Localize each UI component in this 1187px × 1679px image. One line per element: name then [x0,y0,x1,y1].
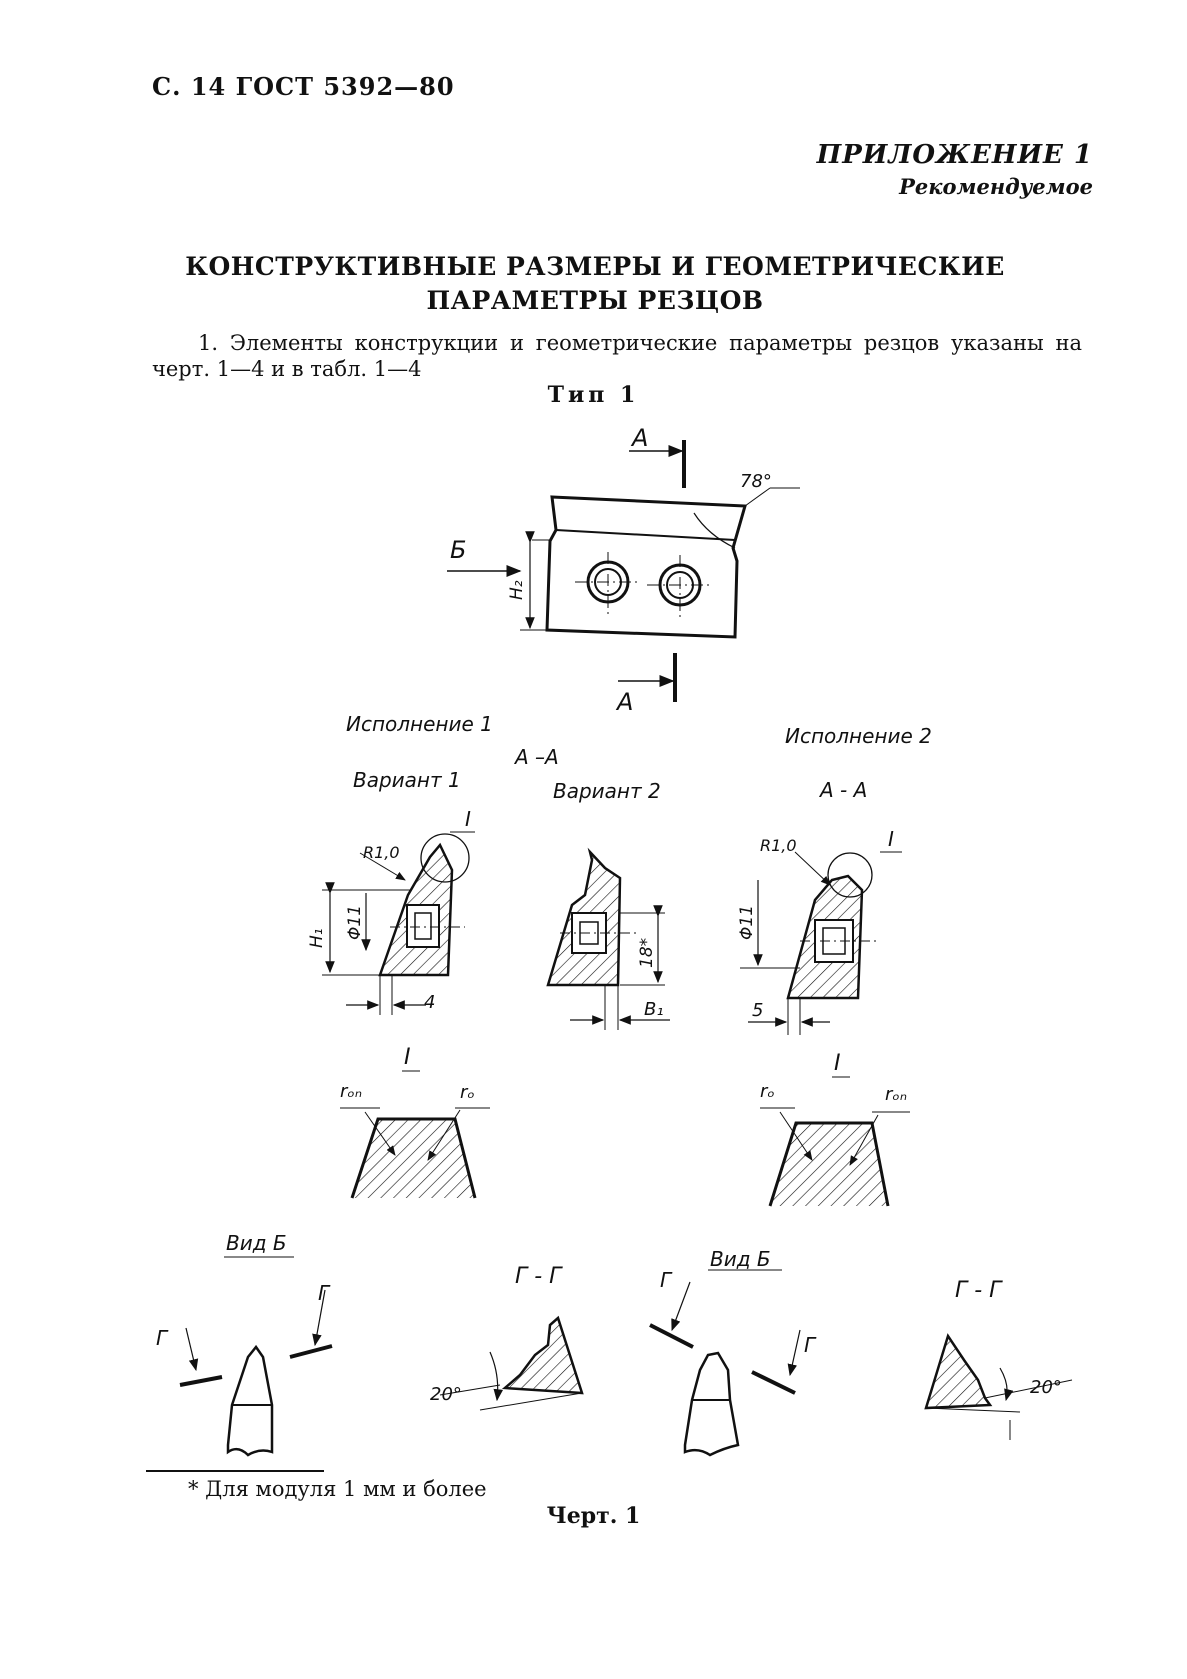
label-dim-4: 4 [424,992,436,1013]
label-a-bottom: А [617,688,634,716]
label-execution-2: Исполнение 2 [785,724,932,748]
label-r10-1: R1,0 [363,843,400,862]
label-r10-2: R1,0 [760,836,797,855]
label-detail-title-1: I [404,1045,411,1070]
label-dim-5: 5 [752,1000,764,1021]
label-phi11-1: Φ11 [345,904,365,940]
label-angle-78: 78° [740,471,772,492]
label-b1: B₁ [644,999,664,1020]
label-r-on-1: rₒₙ [340,1081,363,1102]
section-execution-2 [740,852,902,1035]
label-h2: H₂ [507,580,527,600]
label-h1: H₁ [307,928,327,948]
type-label: Тип 1 [547,382,640,408]
label-a-top: А [632,424,649,452]
label-execution-1: Исполнение 1 [346,712,493,736]
label-detail-i-2: I [888,827,894,851]
cutter-outline [547,497,745,637]
label-detail-title-2: I [834,1051,841,1076]
label-view-b-1: Вид Б [226,1231,287,1255]
label-gg-2: Г - Г [955,1278,1002,1303]
label-view-b-2: Вид Б [710,1247,771,1271]
label-view-b: Б [450,536,467,564]
label-r-o-1: rₒ [460,1082,475,1103]
footnote-rule [146,1470,324,1472]
appendix-title: ПРИЛОЖЕНИЕ 1 [816,140,1093,170]
appendix-subtitle: Рекомендуемое [899,174,1093,199]
label-r-o-2: rₒ [760,1081,775,1102]
label-g-4: Г [804,1333,816,1357]
label-g-2: Г [318,1281,330,1305]
label-angle-20-1: 20° [430,1384,462,1405]
label-detail-i-1: I [465,807,471,831]
footnote: * Для модуля 1 мм и более [188,1477,487,1501]
label-variant-2: Вариант 2 [553,779,661,803]
label-gg-1: Г - Г [515,1264,562,1289]
label-angle-20-2: 20° [1030,1377,1062,1398]
intro-paragraph: 1. Элементы конструкции и геометрические параметры резцов указаны на черт. 1—4 и в табл. 1—4 [152,331,1082,381]
label-r-on-2: rₒₙ [885,1084,908,1105]
label-variant-1: Вариант 1 [353,768,461,792]
label-section-aa-1: А –А [515,745,559,769]
view-b-left [180,1257,332,1455]
figure-caption: Черт. 1 [546,1503,641,1529]
label-g-3: Г [660,1268,672,1292]
section-title: КОНСТРУКТИВНЫЕ РАЗМЕРЫ И ГЕОМЕТРИЧЕСКИЕ ПАРАМЕТРЫ РЕЗЦОВ [185,252,1005,315]
label-section-aa-2: А - А [820,778,868,802]
view-b-right [650,1270,800,1455]
label-dim-18: 18* [637,937,657,968]
label-g-1: Г [156,1326,168,1350]
page-header: С. 14 ГОСТ 5392—80 [152,72,455,101]
label-phi11-2: Φ11 [737,904,757,940]
